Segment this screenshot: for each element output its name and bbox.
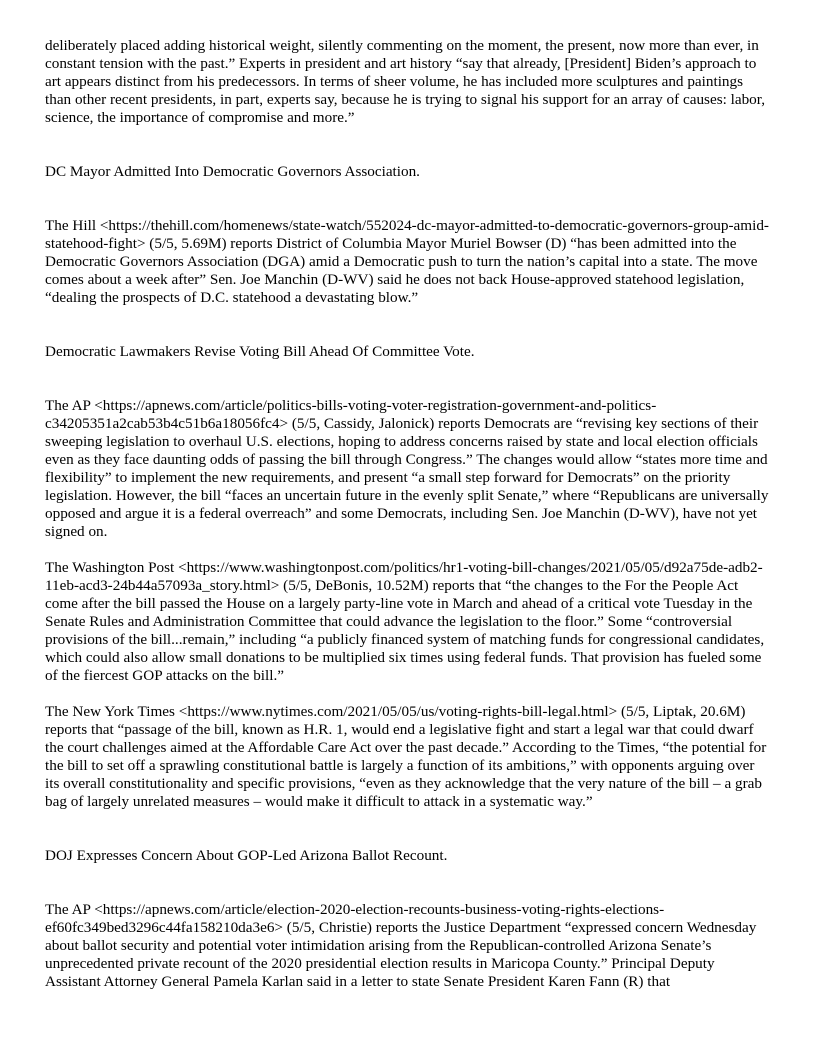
paragraph-ap-voting-bill: The AP <https://apnews.com/article/politics-bills-voting-voter-registration-government-and-politics-c34205351a2cab53b4c51b6a18056fc4> (5/5, Cassidy, Jalonick) reports Democrats are “revising key sections of their sweeping legislation to overhaul U.S. elections, hoping to address concerns raised by state and local election officials even as they face daunting odds of passing the bill through Congress.” The changes would allow “states more time and flexibility” to implement the new requirements, and present “a small step forward for Democrats” on the priority legislation. However, the bill “faces an uncertain future in the evenly split Senate,” where “Republicans are universally opposed and argue it is a federal overreach” and some Democrats, including Sen. Joe Manchin (D-WV), have not yet signed on. — [45, 397, 769, 540]
headline-dc-mayor-dga: DC Mayor Admitted Into Democratic Governors Association. — [45, 163, 420, 180]
headline-doj-arizona-recount: DOJ Expresses Concern About GOP-Led Arizona Ballot Recount. — [45, 847, 448, 864]
paragraph-new-york-times: The New York Times <https://www.nytimes.com/2021/05/05/us/voting-rights-bill-legal.html> (5/5, Liptak, 20.6M) reports that “passage of the bill, known as H.R. 1, would end a legislative fight and start a legal war that could dwarf the court challenges aimed at the Affordable Care Act over the past decade.” According to the Times, “the potential for the bill to set off a sprawling constitutional battle is largely a function of its ambitions,” with opponents arguing over its overall constitutionality and specific provisions, “even as they acknowledge that the very nature of the bill – a grab bag of largely unrelated measures – would make it difficult to attack in a systematic way.” — [45, 703, 767, 810]
paragraph-ap-arizona: The AP <https://apnews.com/article/election-2020-election-recounts-business-voting-rights-elections-ef60fc349bed3296c44fa158210da3e6> (5/5, Christie) reports the Justice Department “expressed concern Wednesday about ballot security and potential voter intimidation arising from the Republican-controlled Arizona Senate’s unprecedented private recount of the 2020 presidential election results in Maricopa County.” Principal Deputy Assistant Attorney General Pamela Karlan said in a letter to state Senate President Karen Fann (R) that — [45, 901, 757, 990]
document-page — [45, 37, 772, 991]
paragraph-biden-art: deliberately placed adding historical weight, silently commenting on the moment, the present, now more than ever, in constant tension with the past.” Experts in president and art history “say that already, [President] Biden’s approach to art appears distinct from his predecessors. In terms of sheer volume, he has included more sculptures and paintings than other recent presidents, in part, experts say, because he is trying to signal his support for an array of causes: labor, science, the importance of compromise and more.” — [45, 37, 766, 126]
paragraph-the-hill: The Hill <https://thehill.com/homenews/state-watch/552024-dc-mayor-admitted-to-democratic-governors-group-amid-statehood-fight> (5/5, 5.69M) reports District of Columbia Mayor Muriel Bowser (D) “has been admitted into the Democratic Governors Association (DGA) amid a Democratic push to turn the nation’s capital into a state. The move comes about a week after” Sen. Joe Manchin (D-WV) said he does not back House-approved statehood legislation, “dealing the prospects of D.C. statehood a devastating blow.” — [45, 217, 769, 306]
paragraph-washington-post: The Washington Post <https://www.washingtonpost.com/politics/hr1-voting-bill-changes/2021/05/05/d92a75de-adb2-11eb-acd3-24b44a57093a_story.html> (5/5, DeBonis, 10.52M) reports that “the changes to the For the People Act come after the bill passed the House on a largely party-line vote in March and ahead of a critical vote Tuesday in the Senate Rules and Administration Committee that could advance the legislation to the floor.” Some “controversial provisions of the bill...remain,” including “a publicly financed system of matching funds for congressional candidates, which could also allow small donations to be multiplied six times using federal funds. That provision has fueled some of the fiercest GOP attacks on the bill.” — [45, 559, 765, 684]
headline-voting-bill-revise: Democratic Lawmakers Revise Voting Bill Ahead Of Committee Vote. — [45, 343, 475, 360]
